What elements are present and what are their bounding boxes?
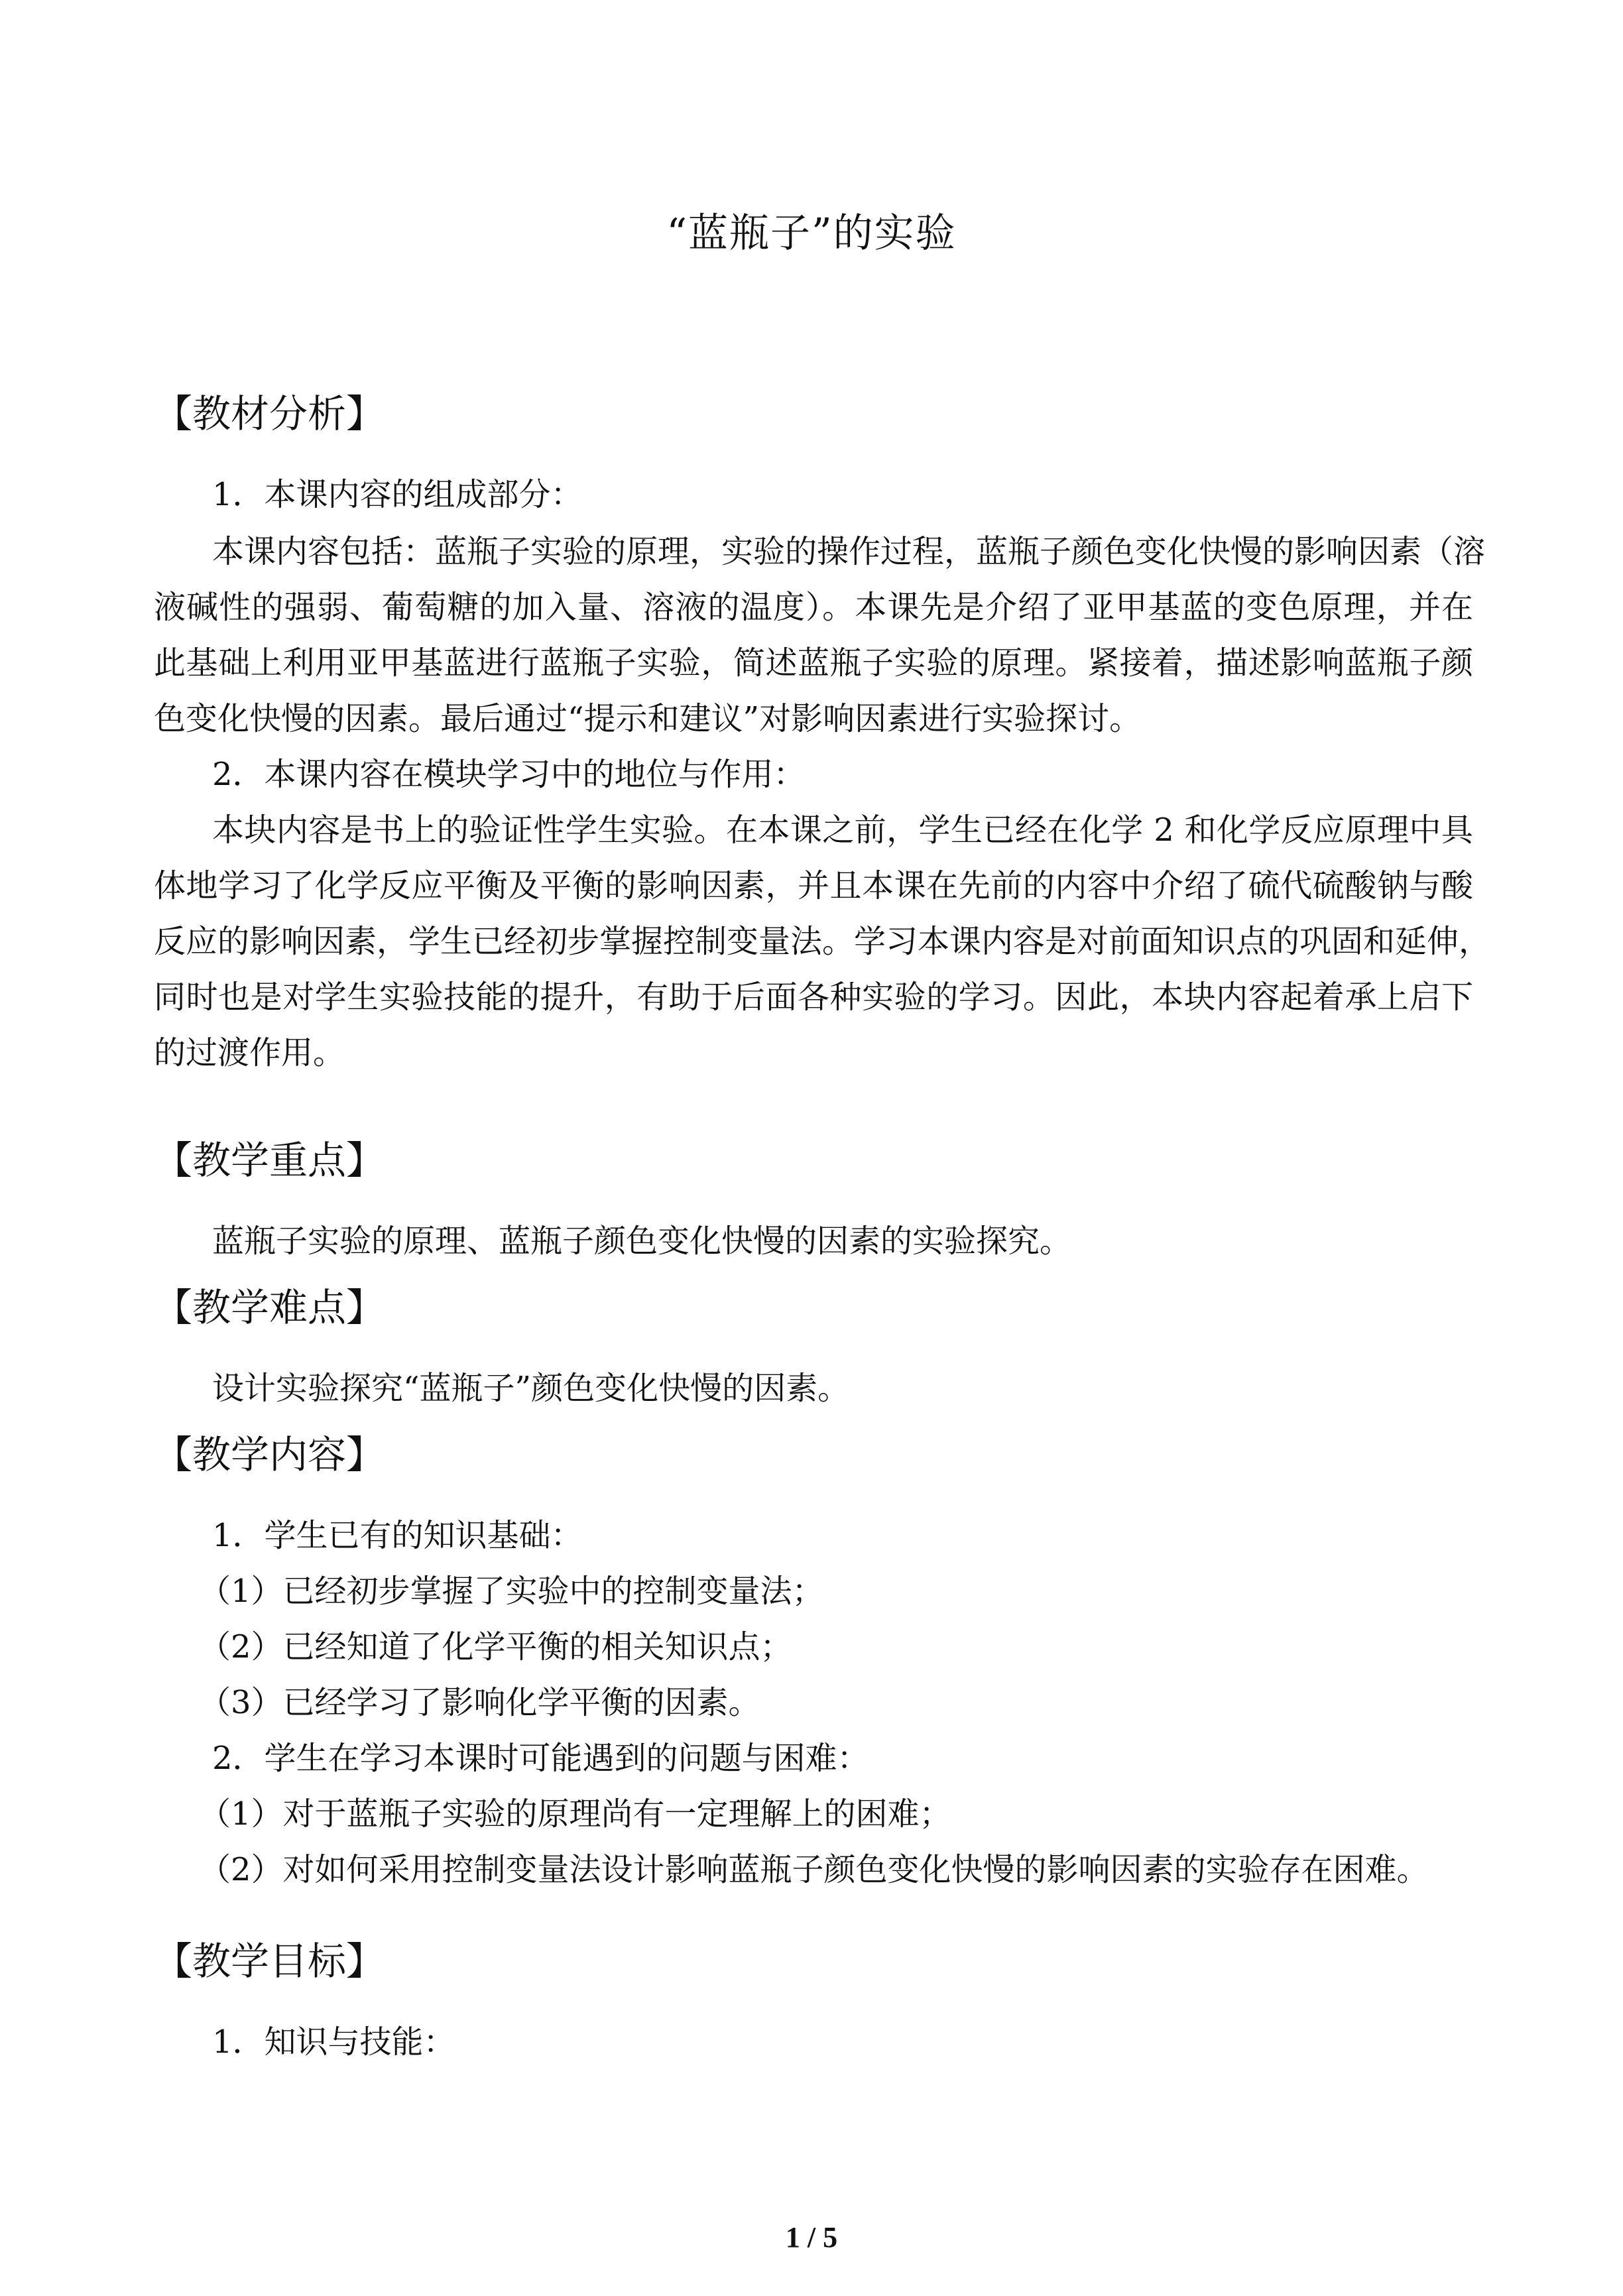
page-number: 1 / 5 [785, 2221, 838, 2254]
analysis-item2-line: 反应的影响因素，学生已经初步掌握控制变量法。学习本课内容是对前面知识点的巩固和延伸， [154, 923, 1491, 960]
objectives-item1-title: 1．知识与技能： [212, 2024, 455, 2061]
analysis-item2-line: 本块内容是书上的验证性学生实验。在本课之前，学生已经在化学 2 和化学反应原理中具 [212, 812, 1473, 849]
content-item2-title: 2．学生在学习本课时可能遇到的问题与困难： [212, 1740, 869, 1777]
section-heading-content: 【教学内容】 [154, 1432, 385, 1477]
analysis-item1-line: 本课内容包括：蓝瓶子实验的原理，实验的操作过程，蓝瓶子颜色变化快慢的影响因素（溶 [212, 533, 1486, 570]
analysis-item2-line: 的过渡作用。 [154, 1034, 345, 1071]
content-item2-subitem: （2）对如何采用控制变量法设计影响蓝瓶子颜色变化快慢的影响因素的实验存在困难。 [199, 1851, 1429, 1888]
section-heading-key-points: 【教学重点】 [154, 1138, 385, 1183]
difficulties-text: 设计实验探究“蓝瓶子”颜色变化快慢的因素。 [212, 1370, 850, 1407]
section-heading-objectives: 【教学目标】 [154, 1939, 385, 1984]
document-title: “蓝瓶子”的实验 [666, 210, 957, 257]
content-item1-title: 1．学生已有的知识基础： [212, 1517, 583, 1554]
key-points-text: 蓝瓶子实验的原理、蓝瓶子颜色变化快慢的因素的实验探究。 [212, 1223, 1072, 1260]
content-item1-subitem: （1）已经初步掌握了实验中的控制变量法； [199, 1573, 824, 1610]
analysis-item1-line: 色变化快慢的因素。最后通过“提示和建议”对影响因素进行实验探讨。 [154, 700, 1142, 737]
analysis-item1-title: 1．本课内容的组成部分： [212, 476, 583, 513]
analysis-item1-line: 液碱性的强弱、葡萄糖的加入量、溶液的温度）。本课先是介绍了亚甲基蓝的变色原理，并在 [154, 589, 1473, 626]
analysis-item2-title: 2．本课内容在模块学习中的地位与作用： [212, 756, 806, 793]
section-heading-difficulties: 【教学难点】 [154, 1285, 385, 1330]
analysis-item2-line: 体地学习了化学反应平衡及平衡的影响因素，并且本课在先前的内容中介绍了硫代硫酸钠与酸 [154, 867, 1473, 904]
analysis-item1-line: 此基础上利用亚甲基蓝进行蓝瓶子实验，简述蓝瓶子实验的原理。紧接着，描述影响蓝瓶子颜 [154, 644, 1473, 682]
content-item1-subitem: （2）已经知道了化学平衡的相关知识点； [199, 1628, 792, 1665]
section-heading-analysis: 【教材分析】 [154, 391, 385, 436]
content-item2-subitem: （1）对于蓝瓶子实验的原理尚有一定理解上的困难； [199, 1795, 951, 1833]
content-item1-subitem: （3）已经学习了影响化学平衡的因素。 [199, 1684, 760, 1721]
analysis-item2-line: 同时也是对学生实验技能的提升，有助于后面各种实验的学习。因此，本块内容起着承上启下 [154, 979, 1473, 1016]
